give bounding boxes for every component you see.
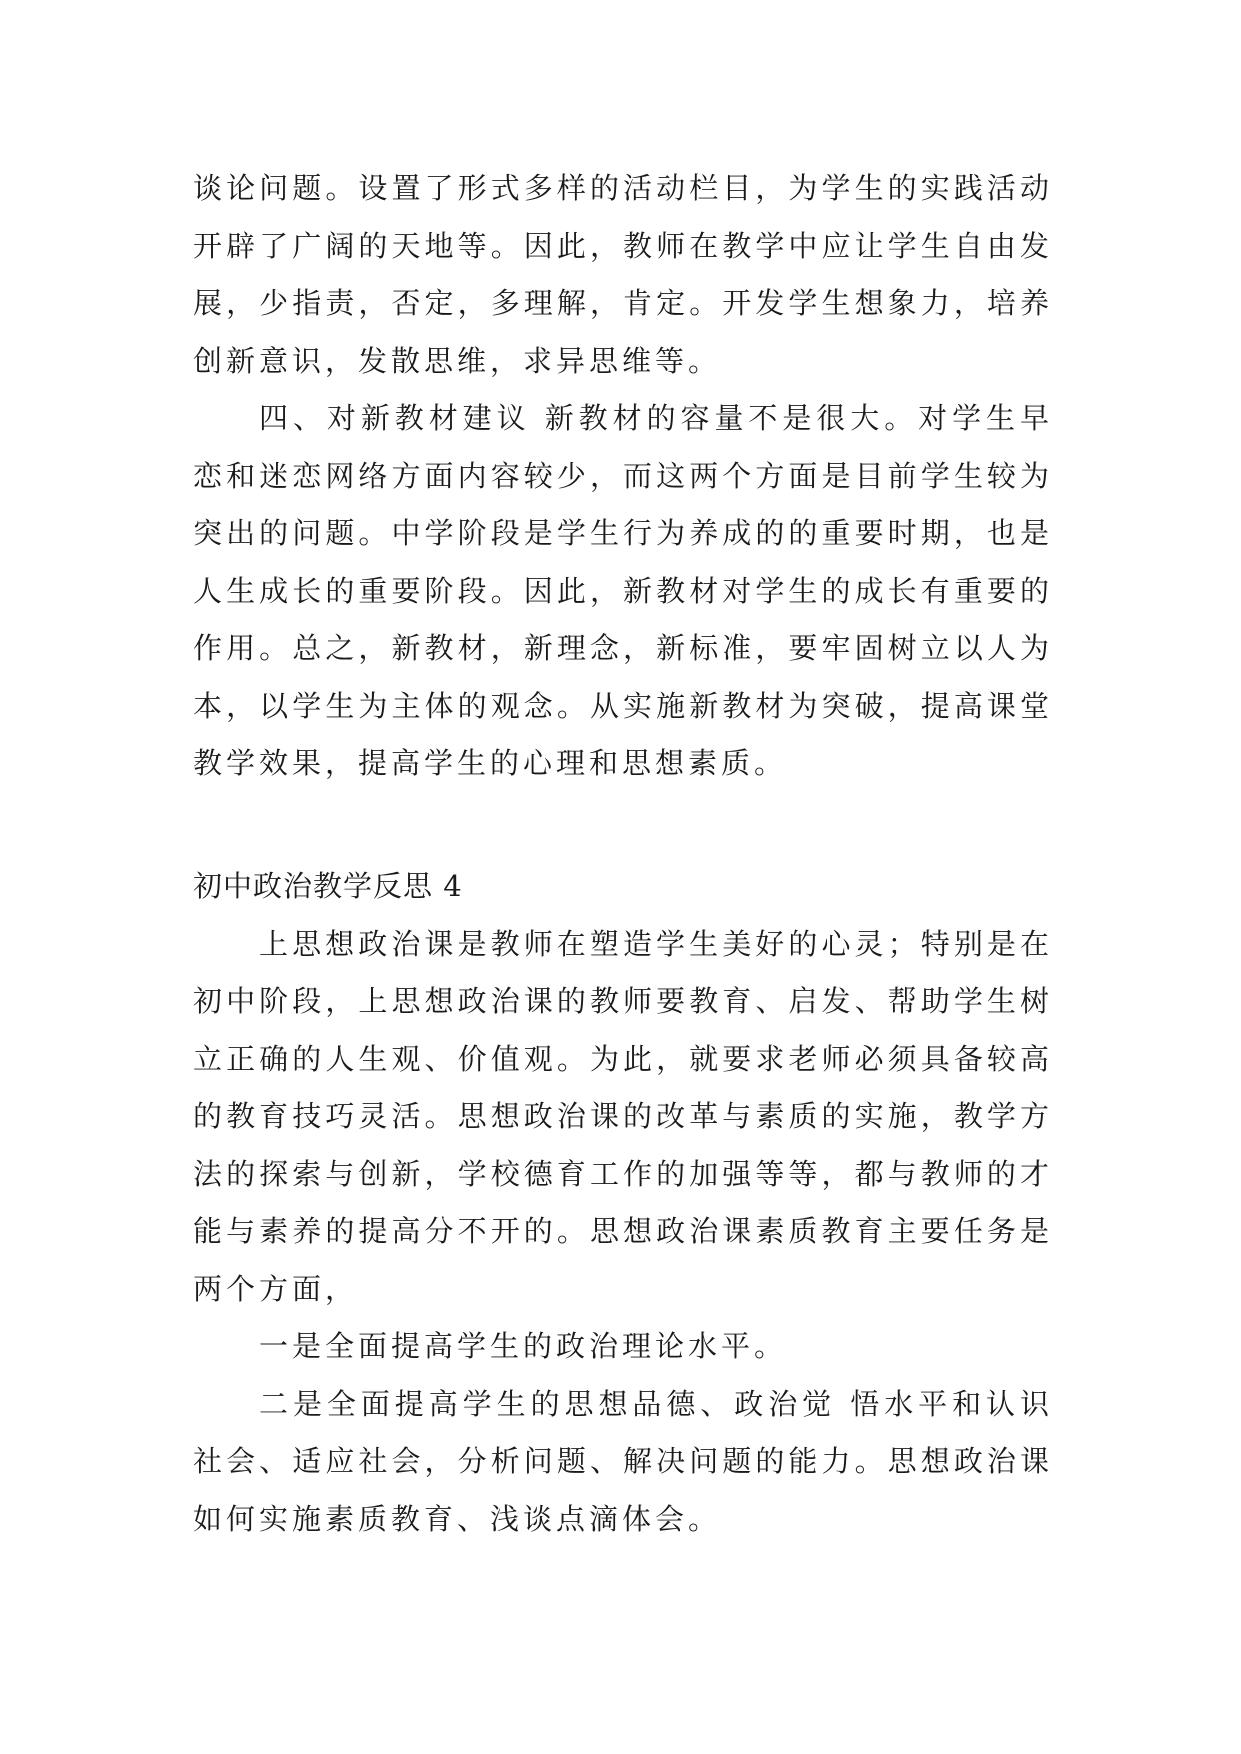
section-paragraph-intro: 上思想政治课是教师在塑造学生美好的心灵；特别是在初中阶段，上思想政治课的教师要教育、启发、帮助学生树立正确的人生观、价值观。为此，就要求老师必须具备较高的教育技巧灵活。思想政治课的改革与素质的实施，教学方法的探索与创新，学校德育工作的加强等等，都与教师的才能与素养的提高分不开的。思想政治课素质教育主要任务是两个方面， (193, 926, 1053, 1306)
section-paragraph-point-one: 一是全面提高学生的政治理论水平。 (259, 1329, 788, 1363)
section-paragraph-point-two: 二是全面提高学生的思想品德、政治觉 悟水平和认识社会、适应社会，分析问题、解决问题的能力。思想政治课如何实施素质教育、浅谈点滴体会。 (193, 1386, 1053, 1536)
text-block-section-4 (193, 858, 1053, 1548)
paragraph-suggestions: 四、对新教材建议 新教材的容量不是很大。对学生早恋和迷恋网络方面内容较少，而这两个方面是目前学生较为突出的问题。中学阶段是学生行为养成的的重要时期，也是人生成长的重要阶段。因此，新教材对学生的成长有重要的作用。总之，新教材，新理念，新标准，要牢固树立以人为本，以学生为主体的观念。从实施新教材为突破，提高课堂教学效果，提高学生的心理和思想素质。 (193, 401, 1053, 780)
continued-paragraph: 谈论问题。设置了形式多样的活动栏目，为学生的实践活动开辟了广阔的天地等。因此，教师在教学中应让学生自由发展，少指责，否定，多理解，肯定。开发学生想象力，培养创新意识，发散思维，求异思维等。 (193, 171, 1053, 378)
section-title: 初中政治教学反思 4 (193, 869, 463, 903)
text-block-top (193, 160, 1053, 793)
